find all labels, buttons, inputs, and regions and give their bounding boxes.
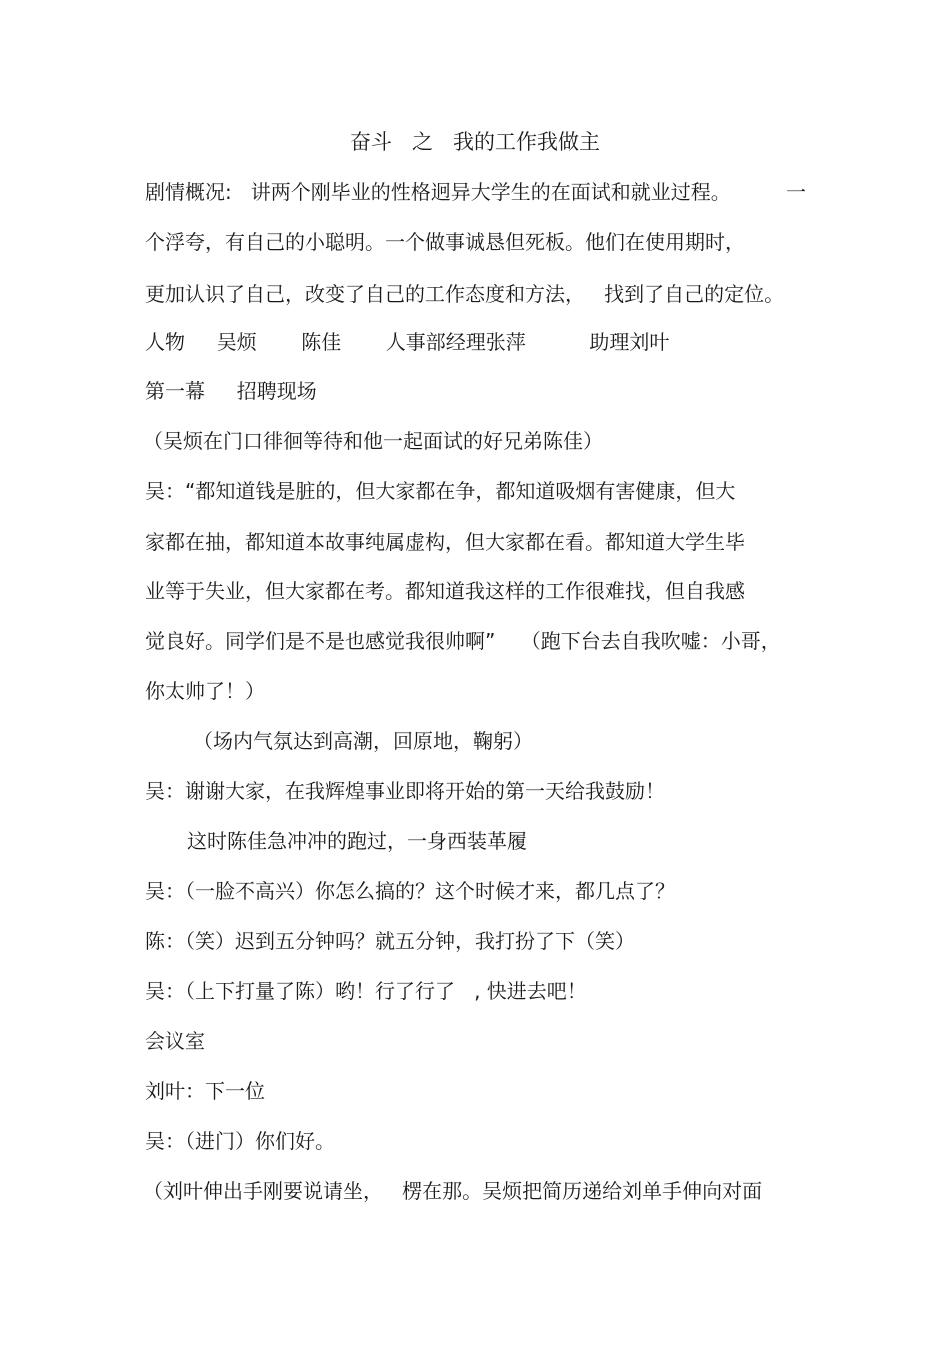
dialogue-line: 刘叶：下一位 [145,1079,265,1103]
dialogue-line: 觉良好。同学们是不是也感觉我很帅啊” （跑下台去自我吹嘘：小哥， [145,629,781,653]
page-title: 奋斗 之 我的工作我做主 [349,130,601,154]
synopsis-line-1-tail: 一 [786,180,806,204]
dialogue-line: 吴：谢谢大家，在我辉煌事业即将开始的第一天给我鼓励！ [145,779,665,803]
synopsis-line-2: 个浮夸，有自己的小聪明。一个做事诚恳但死板。他们在使用期时， [145,230,745,254]
dialogue-line: 业等于失业，但大家都在考。都知道我这样的工作很难找，但自我感 [145,579,745,603]
stage-direction: 这时陈佳急冲冲的跑过，一身西装革履 [187,829,527,853]
stage-direction: （刘叶伸出手刚要说请坐， 楞在那。吴烦把简历递给刘单手伸向对面 [143,1179,763,1203]
dialogue-line: 吴：（上下打量了陈）哟！行了行了 , 快进去吧！ [145,979,587,1003]
dialogue-line: 陈：（笑）迟到五分钟吗？就五分钟，我打扮了下（笑） [145,929,635,953]
synopsis-line-1: 剧情概况: 讲两个刚毕业的性格迥异大学生的在面试和就业过程。 [145,180,731,204]
dialogue-line: 吴：（进门）你们好。 [145,1129,335,1153]
stage-direction: （吴烦在门口徘徊等待和他一起面试的好兄弟陈佳） [143,429,603,453]
dialogue-line: 家都在抽，都知道本故事纯属虚构，但大家都在看。都知道大学生毕 [145,530,745,554]
dialogue-line: 你太帅了！） [145,679,265,703]
dialogue-line: 吴：“都知道钱是脏的，但大家都在争，都知道吸烟有害健康，但大 [145,479,736,503]
dialogue-line: 吴：（一脸不高兴）你怎么搞的？这个时候才来，都几点了？ [145,879,675,903]
characters-line: 人物 吴烦 陈佳 人事部经理张萍 助理刘叶 [145,330,670,354]
stage-direction: （场内气氛达到高潮，回原地，鞠躬） [193,729,533,753]
act-heading: 第一幕 招聘现场 [145,379,317,403]
synopsis-line-3: 更加认识了自己，改变了自己的工作态度和方法， 找到了自己的定位。 [145,282,785,306]
scene-heading: 会议室 [145,1029,205,1053]
